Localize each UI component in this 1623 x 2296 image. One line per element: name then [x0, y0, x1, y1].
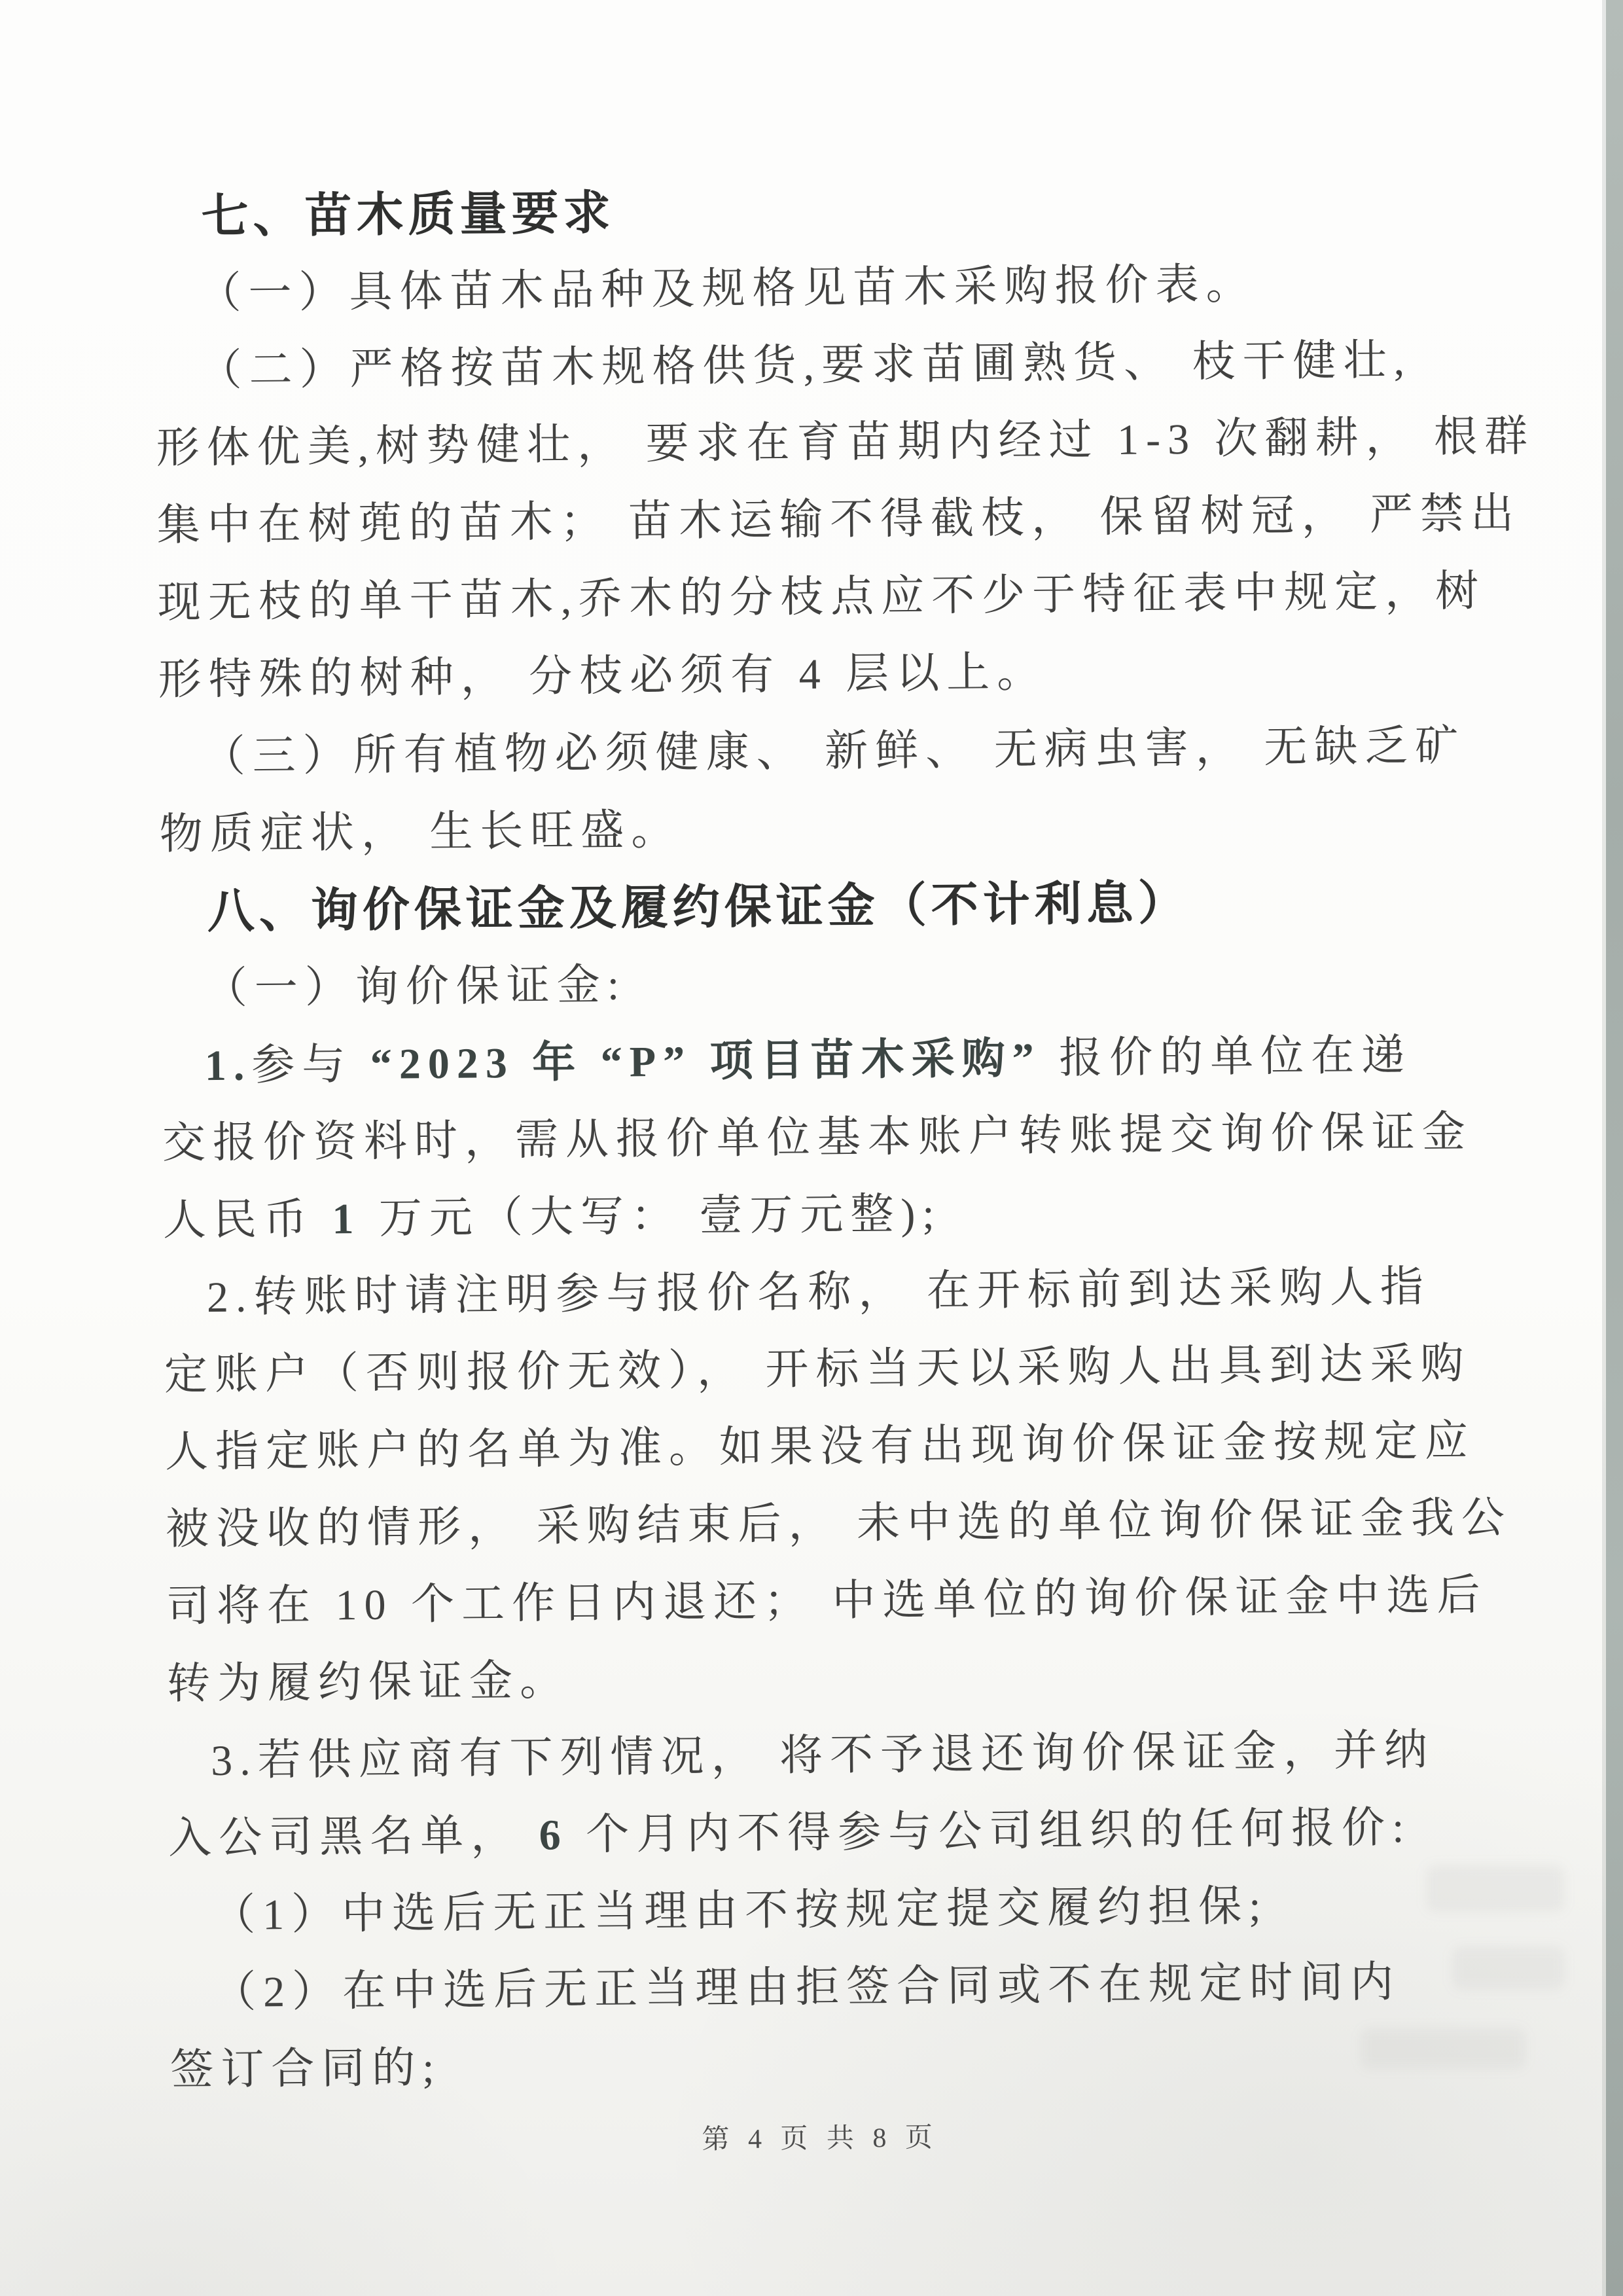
document-line [162, 1170, 1544, 1259]
document-line [160, 939, 1542, 1028]
document-line [156, 475, 1538, 564]
document-line [154, 243, 1536, 332]
body-text: 形特殊的树种， 分枝必须有 4 层以上。 [158, 648, 1048, 704]
document-line [170, 2020, 1552, 2109]
body-text: 3.若供应商有下列情况， 将不予退还询价保证金，并纳 [210, 1726, 1435, 1785]
emphasized-text: 1. [204, 1041, 252, 1090]
document-line [166, 1479, 1547, 1568]
body-text: 人民币 [162, 1195, 332, 1245]
bleed-through-mark [1453, 1947, 1564, 1989]
body-text: 现无枝的单干苗木,乔木的分枝点应不少于特征表中规定，树 [157, 567, 1486, 627]
body-text: （一）具体苗木品种及规格见苗木采购报价表。 [198, 260, 1257, 318]
bleed-through-mark [1361, 2029, 1525, 2068]
body-text: 交报价资料时，需从报价单位基本账户转账提交询价保证金 [162, 1108, 1473, 1168]
body-text: 人指定账户的名单为准。如果没有出现询价保证金按规定应 [164, 1417, 1476, 1477]
body-text: 定账户（否则报价无效）， 开标当天以采购人出具到达采购 [164, 1340, 1471, 1399]
emphasized-text: 1 [332, 1195, 361, 1244]
section-heading [160, 861, 1541, 950]
body-text: 被没收的情形， 采购结束后， 未中选的单位询价保证金我公 [165, 1494, 1512, 1554]
document-line [163, 1247, 1544, 1336]
emphasized-text: “2023 年 “P” 项目苗木采购” [370, 1034, 1041, 1088]
body-text: 形体优美,树势健壮， 要求在育苗期内经过 1-3 次翻耕， 根群 [156, 412, 1535, 473]
bleed-through-mark [1427, 1865, 1564, 1911]
body-text: 入公司黑名单， [168, 1811, 539, 1863]
body-text: 签订合同的; [169, 2043, 442, 2094]
document-line [155, 321, 1537, 410]
body-text: 万元（大写： 壹万元整); [361, 1190, 942, 1244]
document-lines [154, 166, 1552, 2109]
document-line [165, 1402, 1546, 1491]
document-line [168, 1788, 1550, 1877]
document-line [169, 1865, 1550, 1954]
body-text: （二）严格按苗木规格供货,要求苗圃熟货、 枝干健壮, [198, 336, 1412, 395]
scan-edge-strip [1606, 0, 1623, 2296]
body-text: （1）中选后无正当理由不按规定提交履约担保; [211, 1882, 1268, 1940]
document-line [157, 552, 1539, 641]
document-line [161, 1016, 1543, 1105]
document-line [158, 707, 1540, 796]
document-line [167, 1634, 1548, 1723]
body-text: 转为履约保证金。 [166, 1657, 571, 1708]
body-text: 八、询价保证金及履约保证金（不计利息） [207, 876, 1190, 939]
document-line [158, 630, 1539, 719]
body-text: 2.转账时请注明参与报价名称， 在开标前到达采购人指 [206, 1263, 1431, 1322]
body-text: 集中在树蔸的苗木； 苗木运输不得截枝， 保留树冠， 严禁出 [156, 490, 1522, 550]
body-text: 报价的单位在递 [1041, 1031, 1412, 1083]
document-line [162, 1093, 1543, 1182]
document-line [156, 398, 1537, 487]
emphasized-text: 6 [539, 1811, 568, 1859]
document-line [159, 784, 1541, 873]
document-line [169, 1943, 1551, 2032]
section-heading [154, 166, 1535, 255]
body-text: 司将在 10 个工作日内退还； 中选单位的询价保证金中选后 [166, 1571, 1488, 1631]
document-line [168, 1711, 1549, 1800]
body-text: （2）在中选后无正当理由拒签合同或不在规定时间内 [212, 1958, 1401, 2017]
body-text: 个月内不得参与公司组织的任何报价: [567, 1804, 1412, 1859]
document-line [166, 1556, 1548, 1645]
page-footer: 第 4 页 共 8 页 [702, 2123, 939, 2155]
body-text: 七、苗木质量要求 [201, 187, 615, 243]
body-text: （三）所有植物必须健康、 新鲜、 无病虫害， 无缺乏矿 [202, 722, 1466, 781]
document-line [164, 1325, 1545, 1414]
body-text: （一）询价保证金: [204, 961, 627, 1013]
body-text: 参与 [251, 1040, 371, 1090]
body-text: 物质症状， 生长旺盛。 [159, 806, 682, 859]
